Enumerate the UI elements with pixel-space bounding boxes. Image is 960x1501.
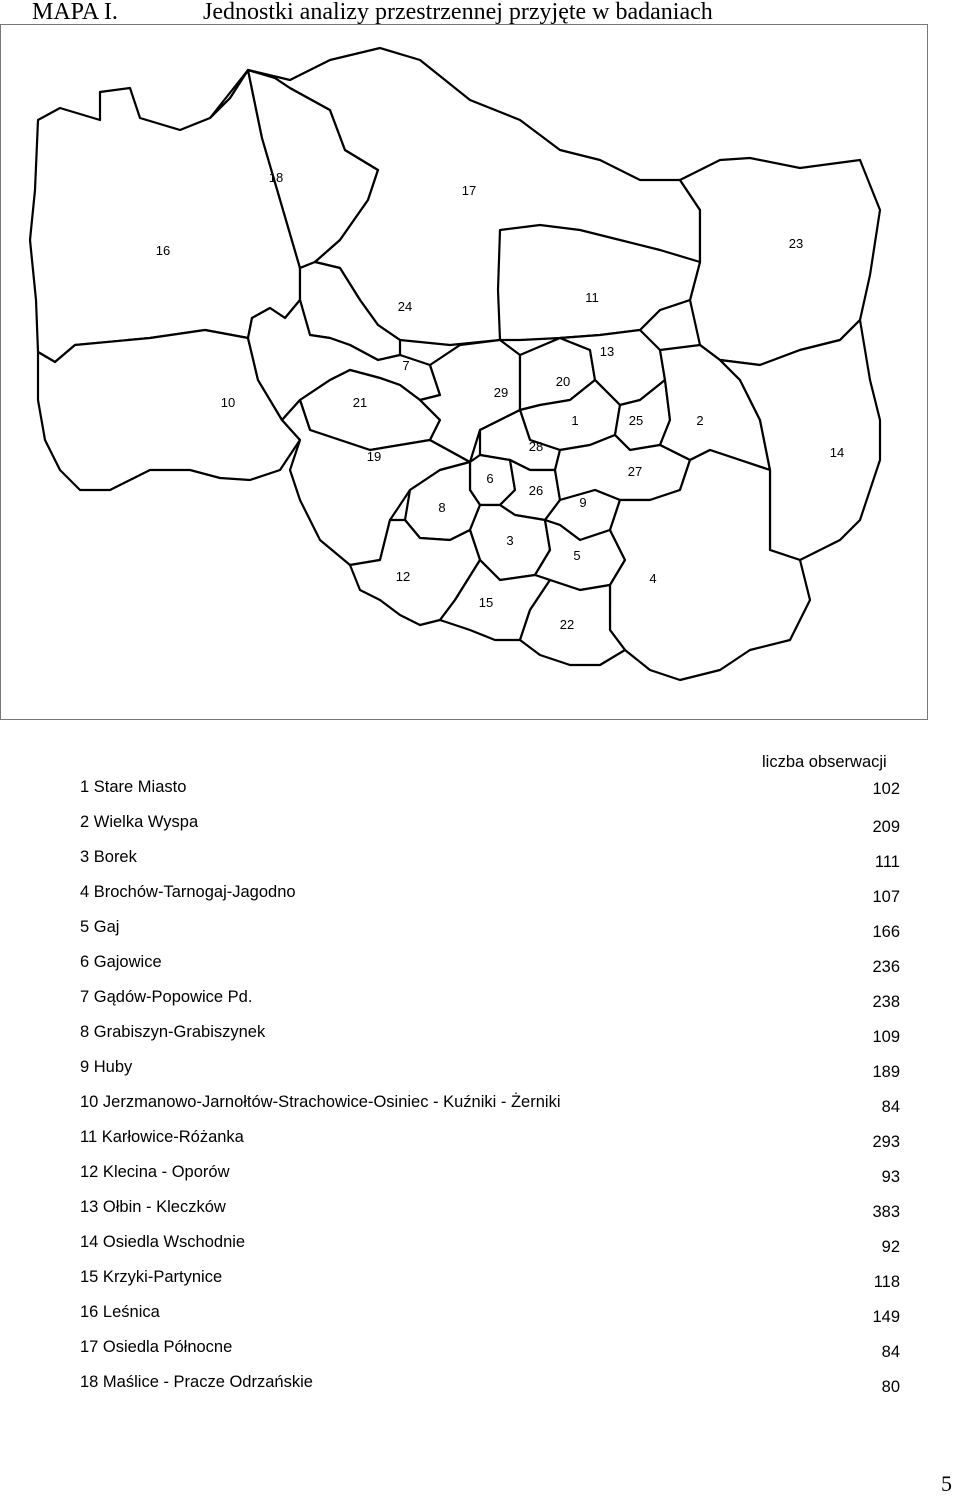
region-label: 6 bbox=[486, 471, 494, 486]
legend-district-name: 8 Grabiszyn-Grabiszynek bbox=[80, 1023, 266, 1041]
legend-observation-count: 189 bbox=[872, 1063, 900, 1081]
legend-district-name: 3 Borek bbox=[80, 848, 137, 866]
region-label: 16 bbox=[155, 243, 171, 258]
legend-observation-count: 102 bbox=[872, 780, 900, 798]
region-label: 22 bbox=[559, 617, 575, 632]
legend-district-name: 17 Osiedla Północne bbox=[80, 1338, 233, 1356]
region-label: 26 bbox=[528, 483, 544, 498]
legend-district-name: 9 Huby bbox=[80, 1058, 133, 1076]
legend-observation-count: 383 bbox=[872, 1203, 900, 1221]
legend-district-name: 2 Wielka Wyspa bbox=[80, 813, 199, 831]
region-label: 17 bbox=[461, 183, 477, 198]
region-label: 28 bbox=[528, 439, 544, 454]
district-map bbox=[0, 0, 960, 740]
legend-observation-count: 238 bbox=[872, 993, 900, 1011]
region-label: 12 bbox=[395, 569, 411, 584]
region-label: 14 bbox=[829, 445, 845, 460]
region-label: 19 bbox=[366, 449, 382, 464]
region-label: 8 bbox=[438, 500, 446, 515]
legend-district-name: 18 Maślice - Pracze Odrzańskie bbox=[80, 1373, 313, 1391]
region-label: 9 bbox=[579, 495, 587, 510]
legend-observation-count: 111 bbox=[874, 853, 900, 871]
legend-observation-count: 93 bbox=[881, 1168, 900, 1186]
legend-district-name: 11 Karłowice-Różanka bbox=[80, 1128, 244, 1146]
legend-observation-count: 236 bbox=[872, 958, 900, 976]
legend-district-name: 10 Jerzmanowo-Jarnołtów-Strachowice-Osiniec - Kuźniki - Żerniki bbox=[80, 1093, 561, 1111]
region-label: 13 bbox=[599, 344, 615, 359]
region-label: 24 bbox=[397, 299, 413, 314]
legend-district-name: 7 Gądów-Popowice Pd. bbox=[80, 988, 253, 1006]
region-label: 20 bbox=[555, 374, 571, 389]
region-label: 10 bbox=[220, 395, 236, 410]
region-label: 29 bbox=[493, 385, 509, 400]
legend-observation-count: 84 bbox=[881, 1343, 900, 1361]
legend-observation-count: 166 bbox=[872, 923, 900, 941]
legend-observation-count: 209 bbox=[872, 818, 900, 836]
map-regions bbox=[30, 48, 880, 680]
region-label: 4 bbox=[649, 571, 657, 586]
region-label: 7 bbox=[402, 358, 410, 373]
region-label: 27 bbox=[627, 464, 643, 479]
legend-district-name: 15 Krzyki-Partynice bbox=[80, 1268, 223, 1286]
region-label: 15 bbox=[478, 595, 494, 610]
legend-observation-count: 92 bbox=[881, 1238, 900, 1256]
region-label: 11 bbox=[585, 290, 599, 305]
region-label: 3 bbox=[506, 533, 514, 548]
legend-district-name: 5 Gaj bbox=[80, 918, 120, 936]
legend-district-name: 4 Brochów-Tarnogaj-Jagodno bbox=[80, 883, 296, 901]
region-label: 5 bbox=[573, 548, 581, 563]
legend-district-name: 14 Osiedla Wschodnie bbox=[80, 1233, 246, 1251]
legend-observation-count: 149 bbox=[872, 1308, 900, 1326]
map-label: MAPA I. bbox=[32, 0, 118, 25]
legend-observation-count: 109 bbox=[872, 1028, 900, 1046]
legend-district-name: 6 Gajowice bbox=[80, 953, 162, 971]
region-label: 21 bbox=[352, 395, 368, 410]
legend-observation-count: 84 bbox=[881, 1098, 900, 1116]
region-label: 23 bbox=[788, 236, 804, 251]
legend-observation-count: 107 bbox=[872, 888, 900, 906]
region-label: 25 bbox=[628, 413, 644, 428]
legend-observation-count: 118 bbox=[873, 1273, 900, 1291]
region-label: 18 bbox=[268, 170, 284, 185]
legend-district-name: 1 Stare Miasto bbox=[80, 778, 187, 796]
legend-district-name: 13 Ołbin - Kleczków bbox=[80, 1198, 226, 1216]
legend-district-name: 16 Leśnica bbox=[80, 1303, 160, 1321]
page-title: Jednostki analizy przestrzennej przyjęte w badaniach bbox=[203, 0, 713, 25]
page-number: 5 bbox=[941, 1471, 952, 1496]
legend-observation-count: 293 bbox=[872, 1133, 900, 1151]
legend-district-name: 12 Klecina - Oporów bbox=[80, 1163, 230, 1181]
legend-observation-count: 80 bbox=[881, 1378, 900, 1396]
count-header: liczba obserwacji bbox=[762, 753, 887, 771]
region-label: 1 bbox=[571, 413, 579, 428]
region-label: 2 bbox=[696, 413, 704, 428]
